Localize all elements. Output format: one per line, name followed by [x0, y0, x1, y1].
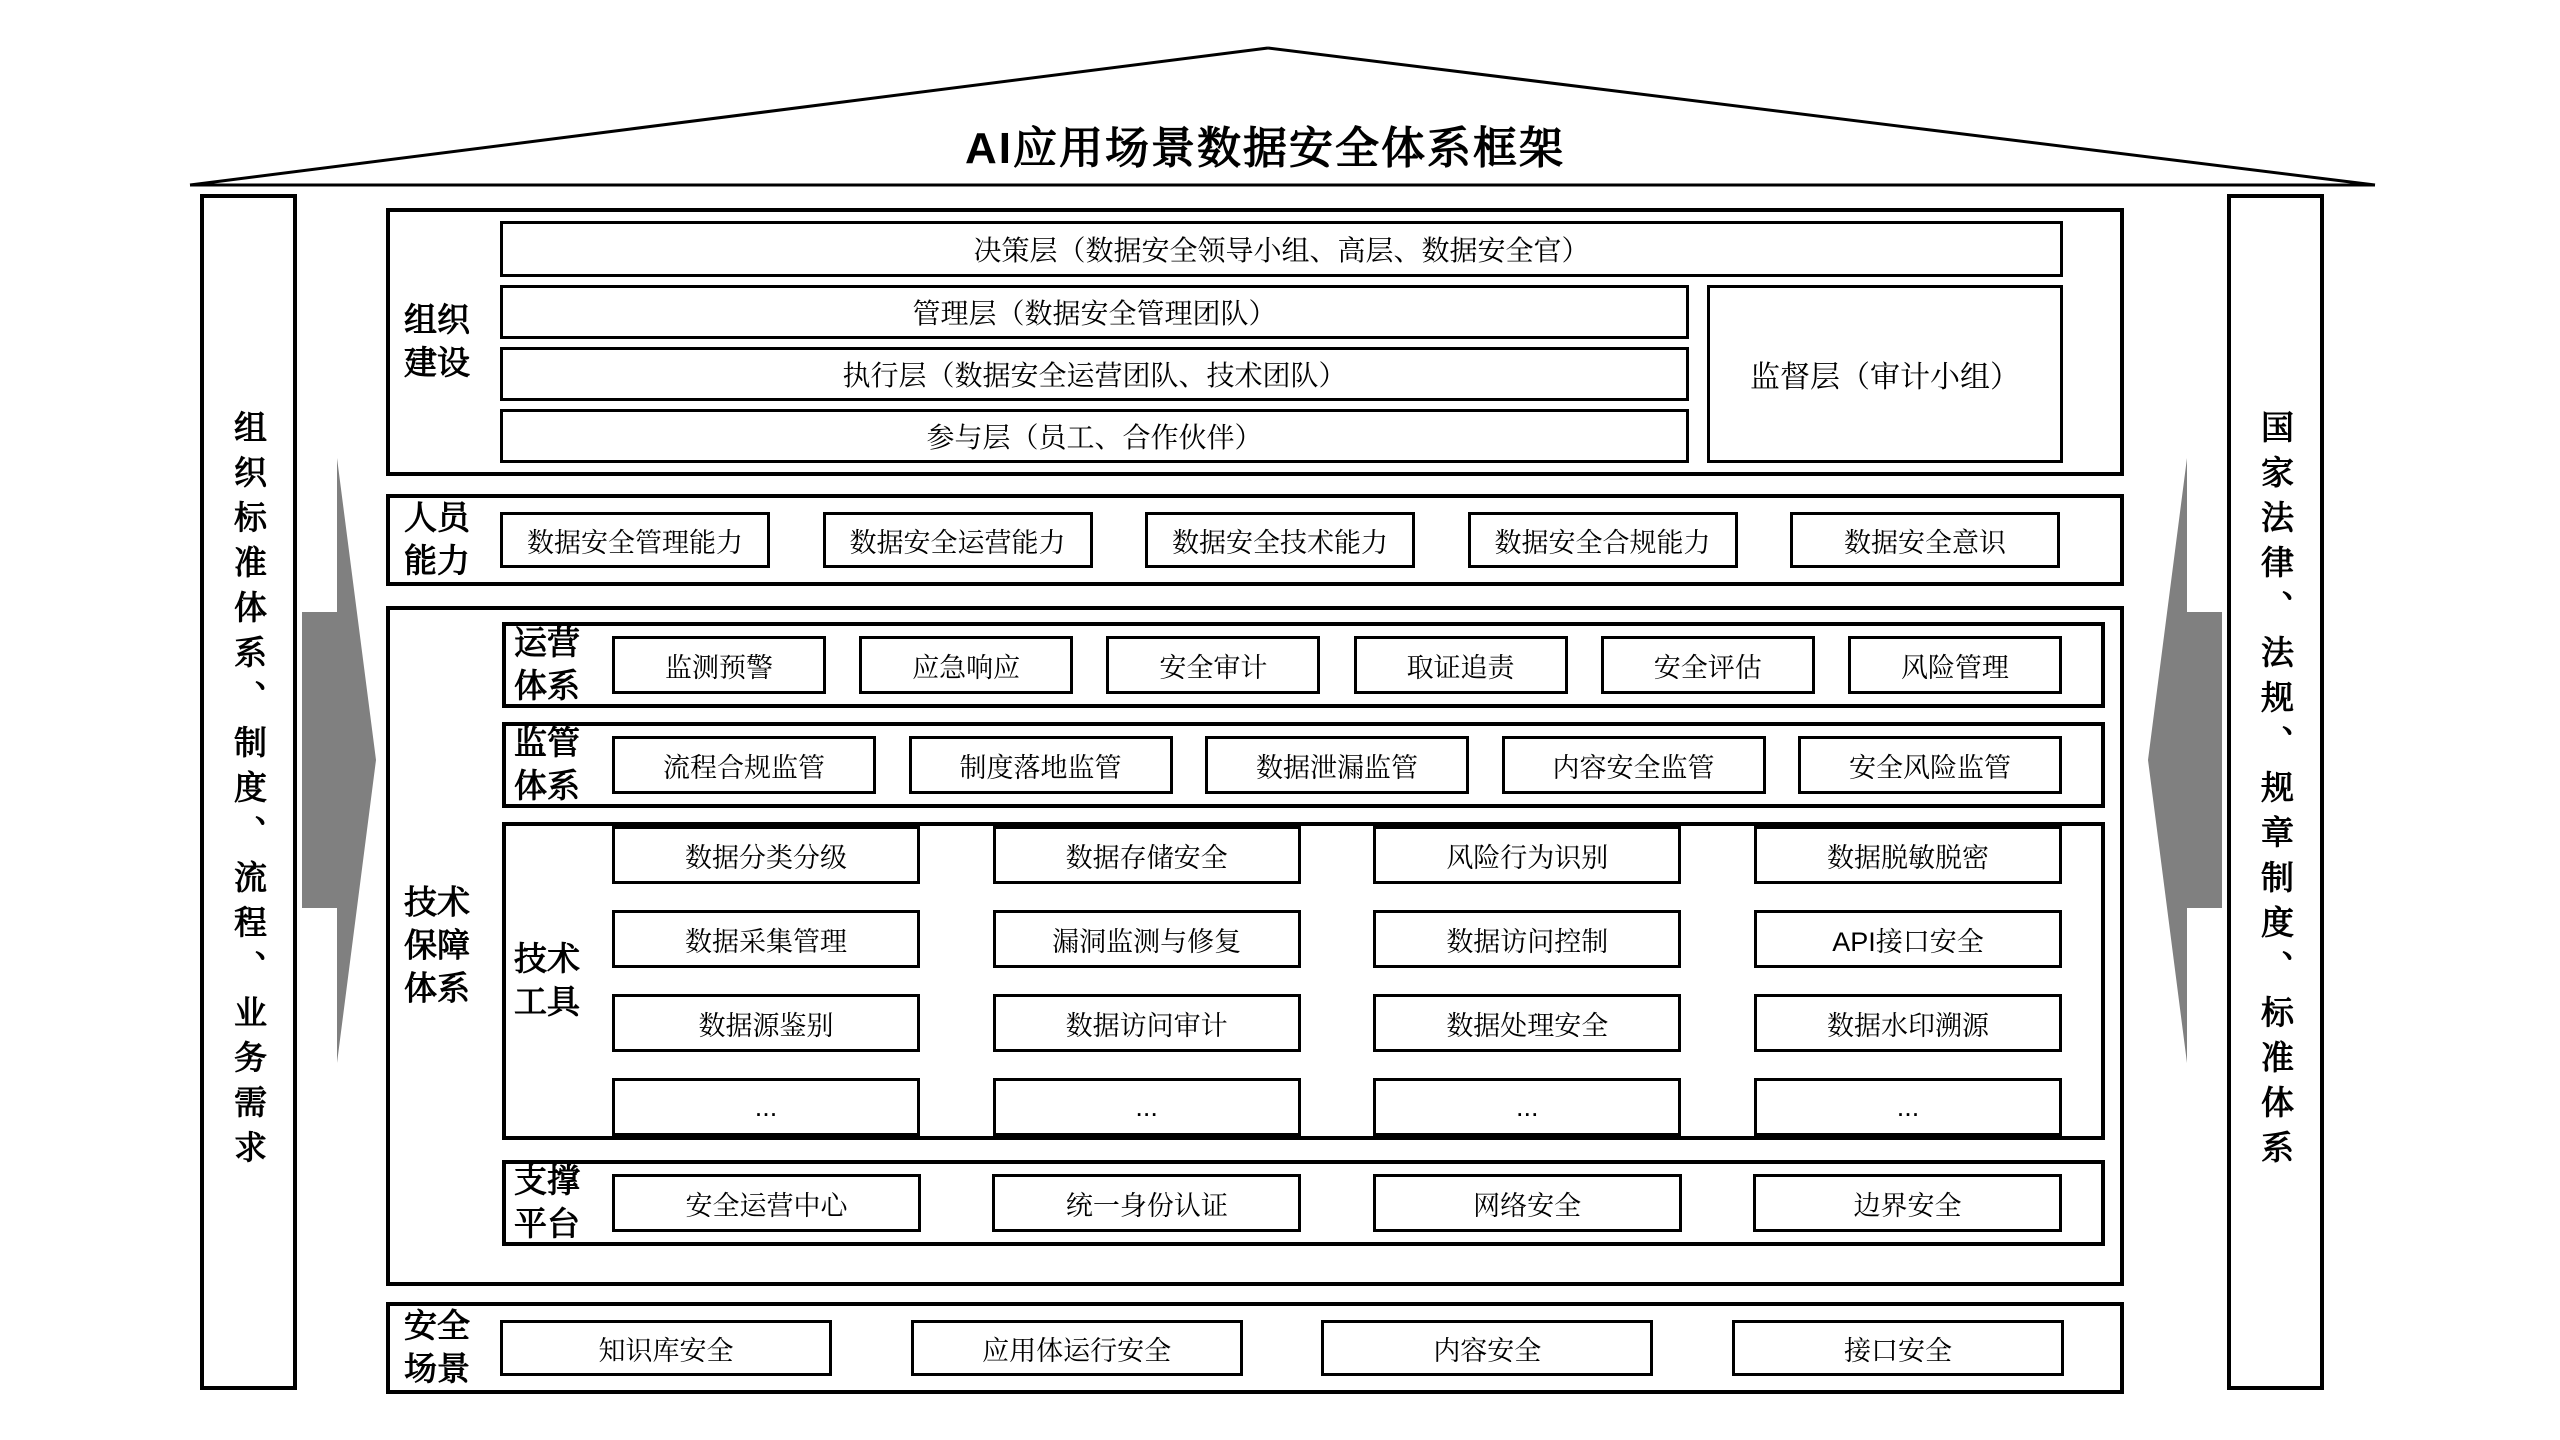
operation-box: 取证追责	[1354, 636, 1568, 694]
capability-box: 数据安全意识	[1790, 512, 2060, 568]
platform-items	[612, 1174, 2062, 1232]
tool-box: 数据脱敏脱密	[1754, 826, 2062, 884]
capability-box: 数据安全运营能力	[823, 512, 1093, 568]
left-arrow-icon	[302, 458, 376, 1063]
org-left-rows	[500, 285, 1689, 463]
tool-box: 数据分类分级	[612, 826, 920, 884]
org-row-management-layer: 管理层（数据安全管理团队）	[500, 285, 1689, 339]
supervision-box: 制度落地监管	[909, 736, 1173, 794]
platform-box: 安全运营中心	[612, 1174, 921, 1232]
supervision-box: 流程合规监管	[612, 736, 876, 794]
section-tech-assurance	[386, 606, 2124, 1286]
capability-box: 数据安全技术能力	[1145, 512, 1415, 568]
tool-box: 漏洞监测与修复	[993, 910, 1301, 968]
platform-box: 边界安全	[1753, 1174, 2062, 1232]
tech-tools-grid	[612, 826, 2062, 1136]
org-row-execution-layer: 执行层（数据安全运营团队、技术团队）	[500, 347, 1689, 401]
supervision-system-label: 监管体系	[514, 724, 580, 804]
right-sidebar	[2227, 194, 2324, 1390]
subsection-support-platform	[502, 1160, 2105, 1246]
spacer	[502, 808, 2105, 822]
operation-system-label: 运营体系	[514, 624, 580, 704]
scenario-box: 接口安全	[1732, 1320, 2064, 1376]
tool-box: 数据源鉴别	[612, 994, 920, 1052]
subsection-operation-system	[502, 622, 2105, 708]
spacer	[502, 708, 2105, 722]
tech-tools-label: 技术工具	[514, 940, 580, 1020]
spacer	[502, 1140, 2105, 1160]
operation-box: 应急响应	[859, 636, 1073, 694]
section-org-building	[386, 208, 2124, 476]
section-security-scenarios	[386, 1302, 2124, 1394]
supervision-items	[612, 736, 2062, 794]
platform-box: 统一身份认证	[992, 1174, 1301, 1232]
capability-box: 数据安全合规能力	[1468, 512, 1738, 568]
scenario-box: 应用体运行安全	[911, 1320, 1243, 1376]
org-lower-area	[500, 285, 2063, 463]
section-personnel-capability	[386, 494, 2124, 586]
org-building-content	[500, 221, 2063, 463]
left-sidebar-label: 组织标准体系、制度、流程、业务需求	[230, 409, 267, 1175]
support-platform-label: 支撑平台	[514, 1162, 580, 1242]
tech-assurance-label: 技术保障体系	[404, 883, 470, 1007]
tool-box: 数据存储安全	[993, 826, 1301, 884]
tool-box: 数据访问审计	[993, 994, 1301, 1052]
right-arrow-icon	[2148, 458, 2222, 1063]
tool-box: 数据采集管理	[612, 910, 920, 968]
capability-box: 数据安全管理能力	[500, 512, 770, 568]
operation-box: 安全评估	[1601, 636, 1815, 694]
tool-box-ellipsis: ...	[1754, 1078, 2062, 1136]
supervision-box: 内容安全监管	[1502, 736, 1766, 794]
tool-box: 数据处理安全	[1373, 994, 1681, 1052]
personnel-items	[500, 512, 2060, 568]
tool-box-ellipsis: ...	[612, 1078, 920, 1136]
scenario-box: 内容安全	[1321, 1320, 1653, 1376]
operation-items	[612, 636, 2062, 694]
subsection-tech-tools	[502, 822, 2105, 1140]
supervision-box: 数据泄漏监管	[1205, 736, 1469, 794]
personnel-label: 人员能力	[404, 499, 470, 579]
org-row-participation-layer: 参与层（员工、合作伙伴）	[500, 409, 1689, 463]
platform-box: 网络安全	[1373, 1174, 1682, 1232]
tool-box: 风险行为识别	[1373, 826, 1681, 884]
left-sidebar	[200, 194, 297, 1390]
right-sidebar-label: 国家法律、法规、规章制度、标准体系	[2257, 409, 2294, 1175]
supervision-box: 安全风险监管	[1798, 736, 2062, 794]
org-row-decision-layer: 决策层（数据安全领导小组、高层、数据安全官）	[500, 221, 2063, 277]
tool-box: API接口安全	[1754, 910, 2062, 968]
tech-assurance-stack	[502, 622, 2105, 1242]
security-scenarios-label: 安全场景	[404, 1307, 470, 1387]
operation-box: 安全审计	[1106, 636, 1320, 694]
scenario-box: 知识库安全	[500, 1320, 832, 1376]
tool-box-ellipsis: ...	[993, 1078, 1301, 1136]
scenario-items	[500, 1320, 2064, 1376]
org-supervision-box: 监督层（审计小组）	[1707, 285, 2063, 463]
tool-box-ellipsis: ...	[1373, 1078, 1681, 1136]
org-building-label: 组织建设	[404, 301, 470, 381]
operation-box: 监测预警	[612, 636, 826, 694]
tool-box: 数据访问控制	[1373, 910, 1681, 968]
tool-box: 数据水印溯源	[1754, 994, 2062, 1052]
operation-box: 风险管理	[1848, 636, 2062, 694]
diagram-title: AI应用场景数据安全体系框架	[965, 124, 1565, 173]
subsection-supervision-system	[502, 722, 2105, 808]
